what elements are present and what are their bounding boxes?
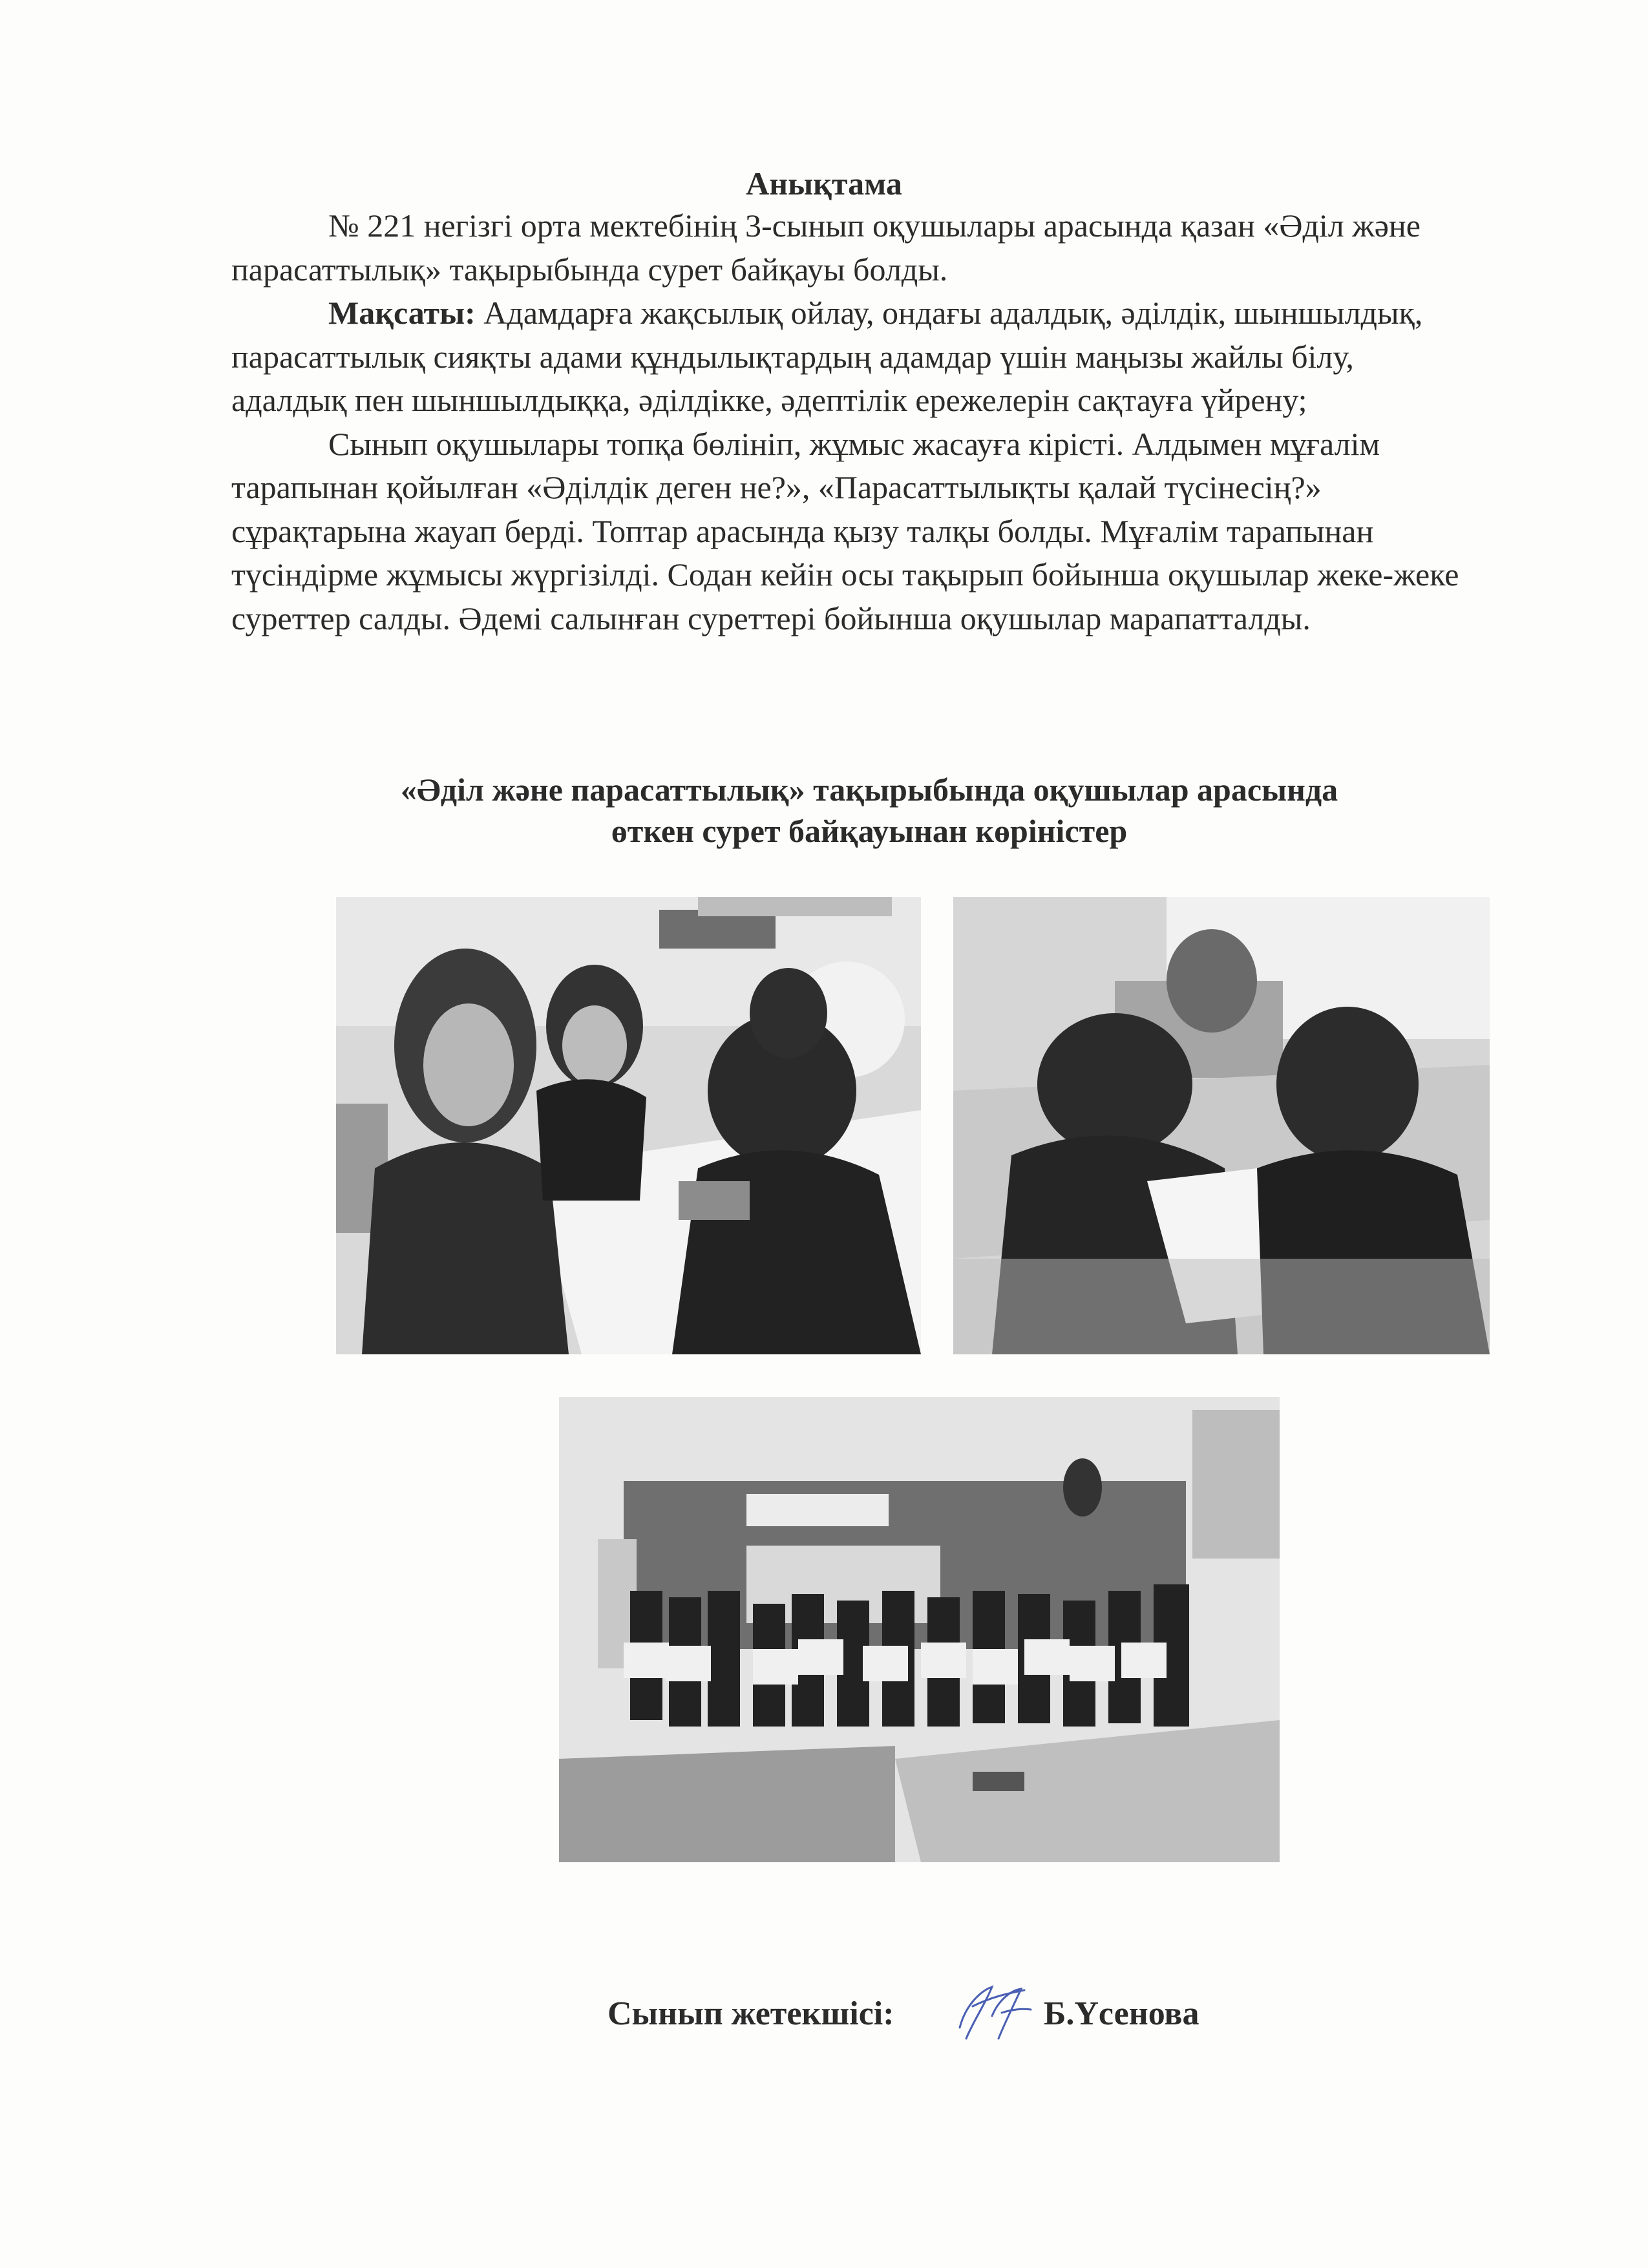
photo-students-drawing-right <box>953 897 1490 1354</box>
photo-illustration <box>559 1397 1280 1862</box>
paragraph-goal <box>231 291 1459 423</box>
document-title: Анықтама <box>746 165 902 202</box>
caption-line-1: «Әділ және парасаттылық» тақырыбында оқушылар арасында <box>400 772 1338 808</box>
caption-line-2: өткен сурет байқауынан көріністер <box>611 813 1128 849</box>
document-body <box>231 204 1459 640</box>
photo-students-drawing-left <box>336 897 921 1354</box>
photo-class-group <box>559 1397 1280 1862</box>
goal-label: Мақсаты: <box>328 295 476 331</box>
class-teacher-name: Б.Үсенова <box>1044 1995 1199 2032</box>
photo-caption <box>0 769 1648 852</box>
photo-illustration <box>336 897 921 1354</box>
paragraph-activity: Сынып оқушылары топқа бөлініп, жұмыс жасауға кірісті. Алдымен мұғалім тарапынан қойылған «Әділдік деген не?», «Парасаттылықты қалай түсінесің?» сұрақтарына жауап берді. Топтар арасында қызу талқы болды. Мұғалім тарапынан түсіндірме жұмысы жүргізілді. Содан кейін осы тақырып бойынша оқушылар жеке-жеке суреттер салды. Әдемі салынған суреттері бойынша оқушылар марапатталды. <box>231 425 1459 636</box>
photo-illustration <box>953 897 1490 1354</box>
class-teacher-label: Сынып жетекшісі: <box>607 1995 894 2032</box>
handwritten-signature <box>947 1977 1037 2048</box>
paragraph-intro: № 221 негізгі орта мектебінің 3-сынып оқушылары арасында қазан «Әділ және парасаттылық» тақырыбында сурет байқауы болды. <box>231 207 1421 288</box>
goal-text: Адамдарға жақсылық ойлау, ондағы адалдық, әділдік, шыншылдық, парасаттылық сияқты адами құндылықтардың адамдар үшін маңызы жайлы білу, адалдық пен шыншылдыққа, әділдікке, әдептілік ережелерін сақтауға үйрену; <box>231 295 1423 418</box>
